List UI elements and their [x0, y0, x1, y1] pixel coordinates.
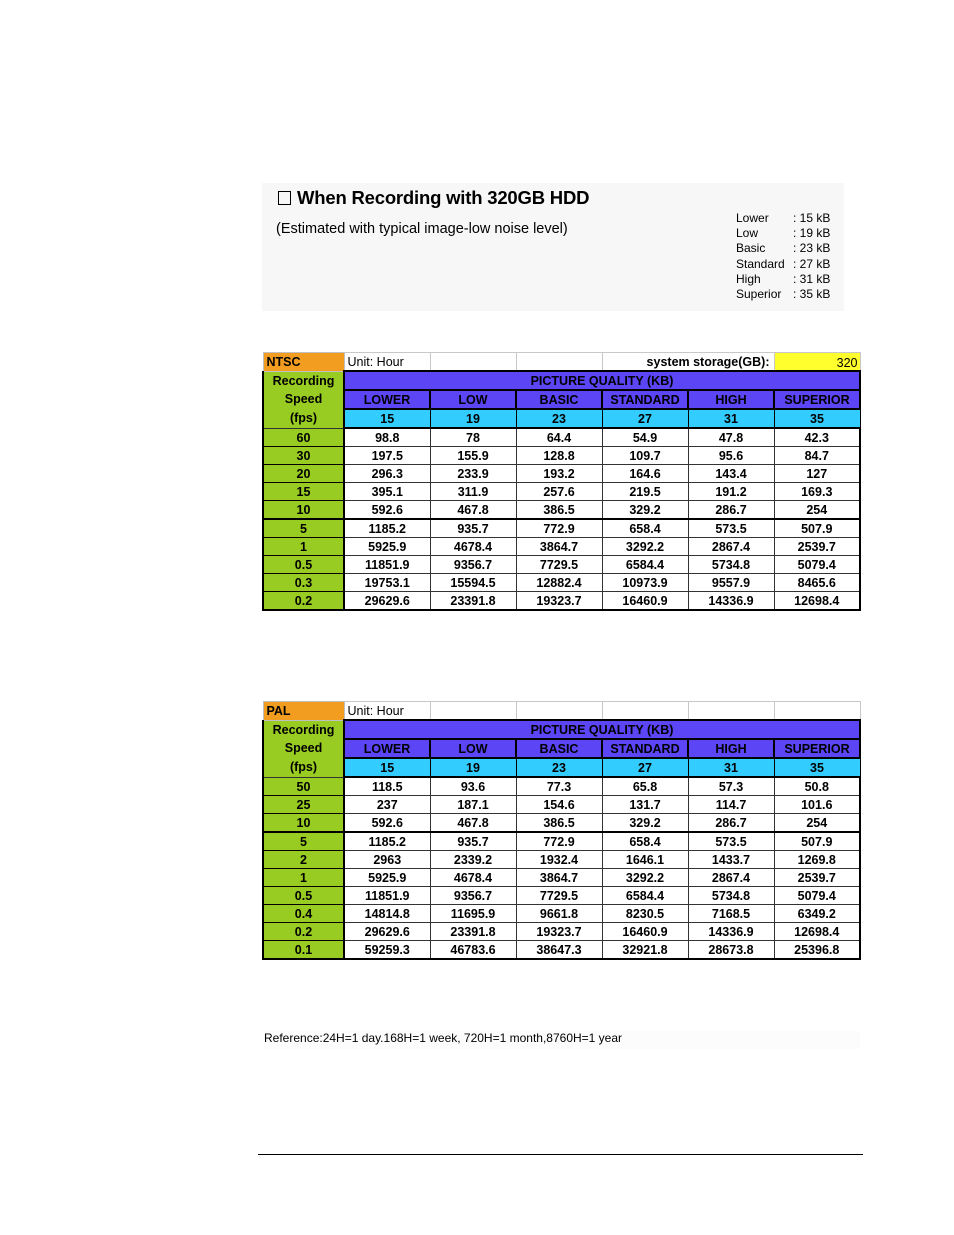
picture-quality-header: PICTURE QUALITY (KB): [344, 371, 860, 390]
hours-cell: 507.9: [774, 519, 860, 538]
hours-cell: 233.9: [430, 465, 516, 483]
hours-cell: 114.7: [688, 796, 774, 814]
hours-cell: 16460.9: [602, 923, 688, 941]
hours-cell: 109.7: [602, 447, 688, 465]
speed-column-header: Recording Speed (fps): [263, 371, 344, 428]
hours-cell: 467.8: [430, 814, 516, 833]
hours-cell: 131.7: [602, 796, 688, 814]
hours-cell: 14336.9: [688, 592, 774, 611]
hours-cell: 19753.1: [344, 574, 430, 592]
legend-row: [736, 257, 830, 272]
table-row: [263, 887, 860, 905]
table-row: [263, 574, 860, 592]
quality-header: BASIC: [516, 390, 602, 409]
hours-cell: 592.6: [344, 501, 430, 520]
hours-cell: 128.8: [516, 447, 602, 465]
hours-cell: 5079.4: [774, 887, 860, 905]
table-meta-row: [263, 353, 860, 372]
legend-row: [736, 287, 830, 302]
hours-cell: 772.9: [516, 832, 602, 851]
table-row: [263, 832, 860, 851]
reference-note: Reference:24H=1 day.168H=1 week, 720H=1 month,8760H=1 year: [264, 1031, 860, 1049]
hours-cell: 154.6: [516, 796, 602, 814]
hours-cell: 42.3: [774, 428, 860, 447]
fps-cell: 5: [263, 832, 344, 851]
section-title: When Recording with 320GB HDD: [297, 187, 590, 208]
fps-cell: 2: [263, 851, 344, 869]
hours-cell: 1185.2: [344, 519, 430, 538]
table-row: [263, 796, 860, 814]
hours-cell: 573.5: [688, 832, 774, 851]
hours-cell: 7729.5: [516, 887, 602, 905]
table-row: [263, 814, 860, 833]
quality-header: STANDARD: [602, 739, 688, 758]
legend-row: [736, 226, 830, 241]
hours-cell: 101.6: [774, 796, 860, 814]
empty-cell: [516, 353, 602, 372]
hours-cell: 2339.2: [430, 851, 516, 869]
table-row: [263, 519, 860, 538]
hours-cell: 84.7: [774, 447, 860, 465]
hours-cell: 12698.4: [774, 923, 860, 941]
hours-cell: 7168.5: [688, 905, 774, 923]
hours-cell: 1433.7: [688, 851, 774, 869]
hours-cell: 11851.9: [344, 556, 430, 574]
hours-cell: 191.2: [688, 483, 774, 501]
hours-cell: 219.5: [602, 483, 688, 501]
kb-header: 15: [344, 409, 430, 428]
fps-cell: 5: [263, 519, 344, 538]
hours-cell: 57.3: [688, 777, 774, 796]
hours-cell: 11695.9: [430, 905, 516, 923]
kb-header: 31: [688, 758, 774, 777]
intro-section: [262, 183, 844, 311]
hours-cell: 8465.6: [774, 574, 860, 592]
hours-cell: 65.8: [602, 777, 688, 796]
hours-cell: 935.7: [430, 832, 516, 851]
hours-cell: 254: [774, 814, 860, 833]
hours-cell: 1269.8: [774, 851, 860, 869]
hours-cell: 4678.4: [430, 538, 516, 556]
hours-cell: 2867.4: [688, 538, 774, 556]
table-row: [263, 592, 860, 611]
table-row: [263, 905, 860, 923]
hours-cell: 6584.4: [602, 887, 688, 905]
hours-cell: 386.5: [516, 501, 602, 520]
hours-cell: 127: [774, 465, 860, 483]
hours-cell: 98.8: [344, 428, 430, 447]
hours-cell: 329.2: [602, 814, 688, 833]
section-subtitle: (Estimated with typical image-low noise level): [276, 221, 568, 237]
legend-name: Lower: [736, 211, 769, 225]
kb-header: 27: [602, 758, 688, 777]
quality-header: HIGH: [688, 390, 774, 409]
hours-cell: 386.5: [516, 814, 602, 833]
fps-cell: 20: [263, 465, 344, 483]
hours-cell: 3292.2: [602, 538, 688, 556]
fps-cell: 0.3: [263, 574, 344, 592]
fps-cell: 25: [263, 796, 344, 814]
hours-cell: 118.5: [344, 777, 430, 796]
header-row: [263, 371, 860, 390]
hours-cell: 5925.9: [344, 538, 430, 556]
table-row: [263, 501, 860, 520]
fps-cell: 30: [263, 447, 344, 465]
quality-header: SUPERIOR: [774, 390, 860, 409]
kb-header: 23: [516, 758, 602, 777]
hours-cell: 19323.7: [516, 592, 602, 611]
hours-cell: 286.7: [688, 501, 774, 520]
legend-row: [736, 272, 830, 287]
hours-cell: 5734.8: [688, 556, 774, 574]
kb-header: 35: [774, 758, 860, 777]
legend-value: : 35 kB: [793, 287, 831, 302]
empty-cell: [430, 353, 516, 372]
legend-name: Basic: [736, 241, 766, 256]
legend-value: : 23 kB: [793, 241, 831, 256]
footer-divider: [258, 1154, 863, 1155]
hours-cell: 257.6: [516, 483, 602, 501]
hours-cell: 6584.4: [602, 556, 688, 574]
hours-cell: 9356.7: [430, 556, 516, 574]
fps-cell: 0.2: [263, 592, 344, 611]
section-heading: [278, 187, 589, 209]
quality-header: LOWER: [344, 739, 430, 758]
system-label: NTSC: [263, 353, 344, 372]
hours-cell: 78: [430, 428, 516, 447]
ntsc-data-rows: [263, 428, 860, 610]
table-row: [263, 447, 860, 465]
hours-cell: 64.4: [516, 428, 602, 447]
hours-cell: 23391.8: [430, 592, 516, 611]
picture-quality-header: PICTURE QUALITY (KB): [344, 720, 860, 739]
quality-header: LOW: [430, 739, 516, 758]
hours-cell: 5079.4: [774, 556, 860, 574]
hours-cell: 93.6: [430, 777, 516, 796]
hours-cell: 395.1: [344, 483, 430, 501]
quality-header: HIGH: [688, 739, 774, 758]
hours-cell: 59259.3: [344, 941, 430, 960]
hours-cell: 38647.3: [516, 941, 602, 960]
table-row: [263, 923, 860, 941]
hours-cell: 3864.7: [516, 538, 602, 556]
hours-cell: 155.9: [430, 447, 516, 465]
pal-recording-table: [262, 701, 861, 960]
hours-cell: 10973.9: [602, 574, 688, 592]
table-row: [263, 428, 860, 447]
table-row: [263, 556, 860, 574]
hours-cell: 193.2: [516, 465, 602, 483]
kb-header: 23: [516, 409, 602, 428]
hours-cell: 187.1: [430, 796, 516, 814]
fps-cell: 60: [263, 428, 344, 447]
hours-cell: 15594.5: [430, 574, 516, 592]
hours-cell: 592.6: [344, 814, 430, 833]
system-label: PAL: [263, 702, 344, 721]
hours-cell: 935.7: [430, 519, 516, 538]
hours-cell: 5925.9: [344, 869, 430, 887]
hours-cell: 5734.8: [688, 887, 774, 905]
empty-cell: [602, 702, 688, 721]
hours-cell: 12882.4: [516, 574, 602, 592]
hours-cell: 658.4: [602, 832, 688, 851]
hours-cell: 254: [774, 501, 860, 520]
quality-header: LOWER: [344, 390, 430, 409]
hours-cell: 25396.8: [774, 941, 860, 960]
legend-value: : 19 kB: [793, 226, 831, 241]
fps-cell: 50: [263, 777, 344, 796]
hours-cell: 11851.9: [344, 887, 430, 905]
fps-cell: 1: [263, 869, 344, 887]
hours-cell: 77.3: [516, 777, 602, 796]
storage-label: system storage(GB):: [602, 353, 774, 372]
legend-row: [736, 241, 830, 256]
hours-cell: 772.9: [516, 519, 602, 538]
kb-header: 19: [430, 409, 516, 428]
hours-cell: 6349.2: [774, 905, 860, 923]
table-row: [263, 483, 860, 501]
hours-cell: 296.3: [344, 465, 430, 483]
unit-label: Unit: Hour: [344, 702, 430, 721]
empty-cell: [688, 702, 774, 721]
empty-cell: [430, 702, 516, 721]
quality-size-legend: [736, 211, 830, 302]
fps-cell: 0.5: [263, 887, 344, 905]
hours-cell: 467.8: [430, 501, 516, 520]
hours-cell: 329.2: [602, 501, 688, 520]
hours-cell: 2867.4: [688, 869, 774, 887]
table-row: [263, 851, 860, 869]
fps-cell: 0.2: [263, 923, 344, 941]
hours-cell: 1185.2: [344, 832, 430, 851]
fps-cell: 10: [263, 814, 344, 833]
hours-cell: 1932.4: [516, 851, 602, 869]
header-row: [263, 720, 860, 739]
fps-cell: 10: [263, 501, 344, 520]
kb-header: 19: [430, 758, 516, 777]
hours-cell: 9356.7: [430, 887, 516, 905]
table-row: [263, 465, 860, 483]
legend-value: : 31 kB: [793, 271, 831, 286]
hours-cell: 9557.9: [688, 574, 774, 592]
empty-cell: [516, 702, 602, 721]
hours-cell: 3864.7: [516, 869, 602, 887]
legend-name: High: [736, 271, 761, 286]
table-row: [263, 941, 860, 960]
kb-row: [263, 758, 860, 777]
fps-cell: 15: [263, 483, 344, 501]
quality-header: BASIC: [516, 739, 602, 758]
ntsc-recording-table: [262, 352, 861, 611]
hours-cell: 143.4: [688, 465, 774, 483]
speed-column-header: Recording Speed (fps): [263, 720, 344, 777]
hours-cell: 164.6: [602, 465, 688, 483]
kb-row: [263, 409, 860, 428]
hours-cell: 23391.8: [430, 923, 516, 941]
hours-cell: 19323.7: [516, 923, 602, 941]
hours-cell: 95.6: [688, 447, 774, 465]
unit-label: Unit: Hour: [344, 353, 430, 372]
legend-name: Low: [736, 226, 759, 241]
hours-cell: 16460.9: [602, 592, 688, 611]
checkbox-bullet-icon: [278, 191, 291, 205]
kb-header: 27: [602, 409, 688, 428]
hours-cell: 14814.8: [344, 905, 430, 923]
hours-cell: 507.9: [774, 832, 860, 851]
hours-cell: 8230.5: [602, 905, 688, 923]
fps-cell: 0.1: [263, 941, 344, 960]
hours-cell: 197.5: [344, 447, 430, 465]
hours-cell: 29629.6: [344, 592, 430, 611]
legend-row: [736, 211, 830, 226]
hours-cell: 2539.7: [774, 869, 860, 887]
hours-cell: 28673.8: [688, 941, 774, 960]
hours-cell: 658.4: [602, 519, 688, 538]
legend-value: : 15 kB: [793, 211, 831, 225]
hours-cell: 573.5: [688, 519, 774, 538]
hours-cell: 12698.4: [774, 592, 860, 611]
hours-cell: 29629.6: [344, 923, 430, 941]
hours-cell: 169.3: [774, 483, 860, 501]
quality-header: SUPERIOR: [774, 739, 860, 758]
quality-header: STANDARD: [602, 390, 688, 409]
table-row: [263, 538, 860, 556]
table-row: [263, 777, 860, 796]
hours-cell: 7729.5: [516, 556, 602, 574]
legend-name: Superior: [736, 287, 782, 302]
storage-value: 320: [774, 353, 860, 372]
quality-header: LOW: [430, 390, 516, 409]
kb-header: 31: [688, 409, 774, 428]
fps-cell: 0.4: [263, 905, 344, 923]
quality-names-row: [263, 390, 860, 409]
fps-cell: 1: [263, 538, 344, 556]
hours-cell: 32921.8: [602, 941, 688, 960]
hours-cell: 4678.4: [430, 869, 516, 887]
hours-cell: 9661.8: [516, 905, 602, 923]
hours-cell: 3292.2: [602, 869, 688, 887]
fps-cell: 0.5: [263, 556, 344, 574]
pal-data-rows: [263, 777, 860, 959]
legend-value: : 27 kB: [793, 256, 831, 271]
hours-cell: 237: [344, 796, 430, 814]
hours-cell: 286.7: [688, 814, 774, 833]
hours-cell: 50.8: [774, 777, 860, 796]
hours-cell: 47.8: [688, 428, 774, 447]
table-meta-row: [263, 702, 860, 721]
kb-header: 15: [344, 758, 430, 777]
quality-names-row: [263, 739, 860, 758]
hours-cell: 46783.6: [430, 941, 516, 960]
kb-header: 35: [774, 409, 860, 428]
hours-cell: 14336.9: [688, 923, 774, 941]
table-row: [263, 869, 860, 887]
legend-name: Standard: [736, 256, 785, 271]
hours-cell: 311.9: [430, 483, 516, 501]
hours-cell: 2539.7: [774, 538, 860, 556]
hours-cell: 2963: [344, 851, 430, 869]
empty-cell: [774, 702, 860, 721]
hours-cell: 54.9: [602, 428, 688, 447]
hours-cell: 1646.1: [602, 851, 688, 869]
